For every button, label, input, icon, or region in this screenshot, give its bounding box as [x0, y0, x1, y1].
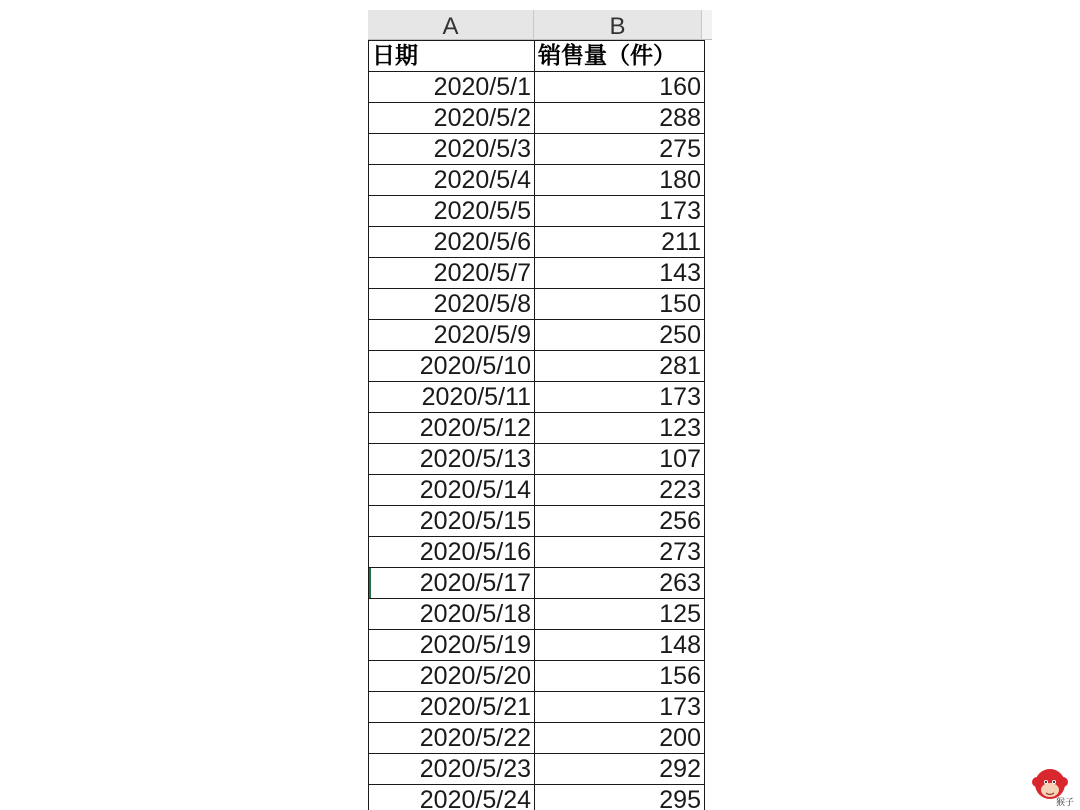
cell-b1[interactable]: 销售量（件）	[535, 41, 705, 72]
cell-a13[interactable]: 2020/5/12	[369, 413, 535, 444]
table-row	[369, 692, 705, 723]
table-row	[369, 258, 705, 289]
table-row	[369, 165, 705, 196]
column-header-a[interactable]: A	[368, 10, 534, 40]
table-row	[369, 599, 705, 630]
table-row	[369, 754, 705, 785]
table-row	[369, 661, 705, 692]
cell-b3[interactable]: 288	[535, 103, 705, 134]
cell-a6[interactable]: 2020/5/5	[369, 196, 535, 227]
cell-a14[interactable]: 2020/5/13	[369, 444, 535, 475]
cell-b6[interactable]: 173	[535, 196, 705, 227]
table-row	[369, 289, 705, 320]
cell-b9[interactable]: 150	[535, 289, 705, 320]
table-row	[369, 72, 705, 103]
cell-a20[interactable]: 2020/5/19	[369, 630, 535, 661]
cell-a23[interactable]: 2020/5/22	[369, 723, 535, 754]
cell-grid	[368, 40, 705, 810]
cell-b17[interactable]: 273	[535, 537, 705, 568]
table-row	[369, 630, 705, 661]
cell-b5[interactable]: 180	[535, 165, 705, 196]
table-row	[369, 444, 705, 475]
table-row	[369, 227, 705, 258]
table-row	[369, 351, 705, 382]
cell-b10[interactable]: 250	[535, 320, 705, 351]
cell-a4[interactable]: 2020/5/3	[369, 134, 535, 165]
table-row	[369, 320, 705, 351]
table-row	[369, 537, 705, 568]
cell-b7[interactable]: 211	[535, 227, 705, 258]
cell-a15[interactable]: 2020/5/14	[369, 475, 535, 506]
cell-b20[interactable]: 148	[535, 630, 705, 661]
cell-a11[interactable]: 2020/5/10	[369, 351, 535, 382]
cell-a9[interactable]: 2020/5/8	[369, 289, 535, 320]
cell-a12[interactable]: 2020/5/11	[369, 382, 535, 413]
cell-b12[interactable]: 173	[535, 382, 705, 413]
header-row	[369, 41, 705, 72]
cell-a1[interactable]: 日期	[369, 41, 535, 72]
cell-a2[interactable]: 2020/5/1	[369, 72, 535, 103]
table-row	[369, 196, 705, 227]
table-row	[369, 506, 705, 537]
cell-b16[interactable]: 256	[535, 506, 705, 537]
table-row	[369, 723, 705, 754]
cell-b11[interactable]: 281	[535, 351, 705, 382]
cell-a21[interactable]: 2020/5/20	[369, 661, 535, 692]
cell-b19[interactable]: 125	[535, 599, 705, 630]
cell-a19[interactable]: 2020/5/18	[369, 599, 535, 630]
column-header-next[interactable]	[702, 10, 712, 40]
spreadsheet	[368, 10, 712, 810]
table-row	[369, 475, 705, 506]
cell-a10[interactable]: 2020/5/9	[369, 320, 535, 351]
cell-a8[interactable]: 2020/5/7	[369, 258, 535, 289]
cell-b14[interactable]: 107	[535, 444, 705, 475]
column-header-row	[368, 10, 712, 40]
table-row	[369, 413, 705, 444]
table-row	[369, 785, 705, 810]
cell-a18[interactable]: 2020/5/17	[369, 568, 535, 599]
cell-b21[interactable]: 156	[535, 661, 705, 692]
table-row	[369, 382, 705, 413]
cell-b25[interactable]: 295	[535, 785, 705, 810]
table-row	[369, 568, 705, 599]
cell-b15[interactable]: 223	[535, 475, 705, 506]
cell-b8[interactable]: 143	[535, 258, 705, 289]
cell-a22[interactable]: 2020/5/21	[369, 692, 535, 723]
cell-b4[interactable]: 275	[535, 134, 705, 165]
table-row	[369, 134, 705, 165]
cell-a16[interactable]: 2020/5/15	[369, 506, 535, 537]
table-row	[369, 103, 705, 134]
column-header-b[interactable]: B	[534, 10, 702, 40]
cell-a7[interactable]: 2020/5/6	[369, 227, 535, 258]
cell-a24[interactable]: 2020/5/23	[369, 754, 535, 785]
cell-a25[interactable]: 2020/5/24	[369, 785, 535, 810]
cell-b24[interactable]: 292	[535, 754, 705, 785]
cell-a3[interactable]: 2020/5/2	[369, 103, 535, 134]
cell-b22[interactable]: 173	[535, 692, 705, 723]
watermark-label: 猴子	[1056, 798, 1075, 808]
cell-b18[interactable]: 263	[535, 568, 705, 599]
cell-b23[interactable]: 200	[535, 723, 705, 754]
cell-a17[interactable]: 2020/5/16	[369, 537, 535, 568]
cell-a5[interactable]: 2020/5/4	[369, 165, 535, 196]
cell-b13[interactable]: 123	[535, 413, 705, 444]
cell-b2[interactable]: 160	[535, 72, 705, 103]
